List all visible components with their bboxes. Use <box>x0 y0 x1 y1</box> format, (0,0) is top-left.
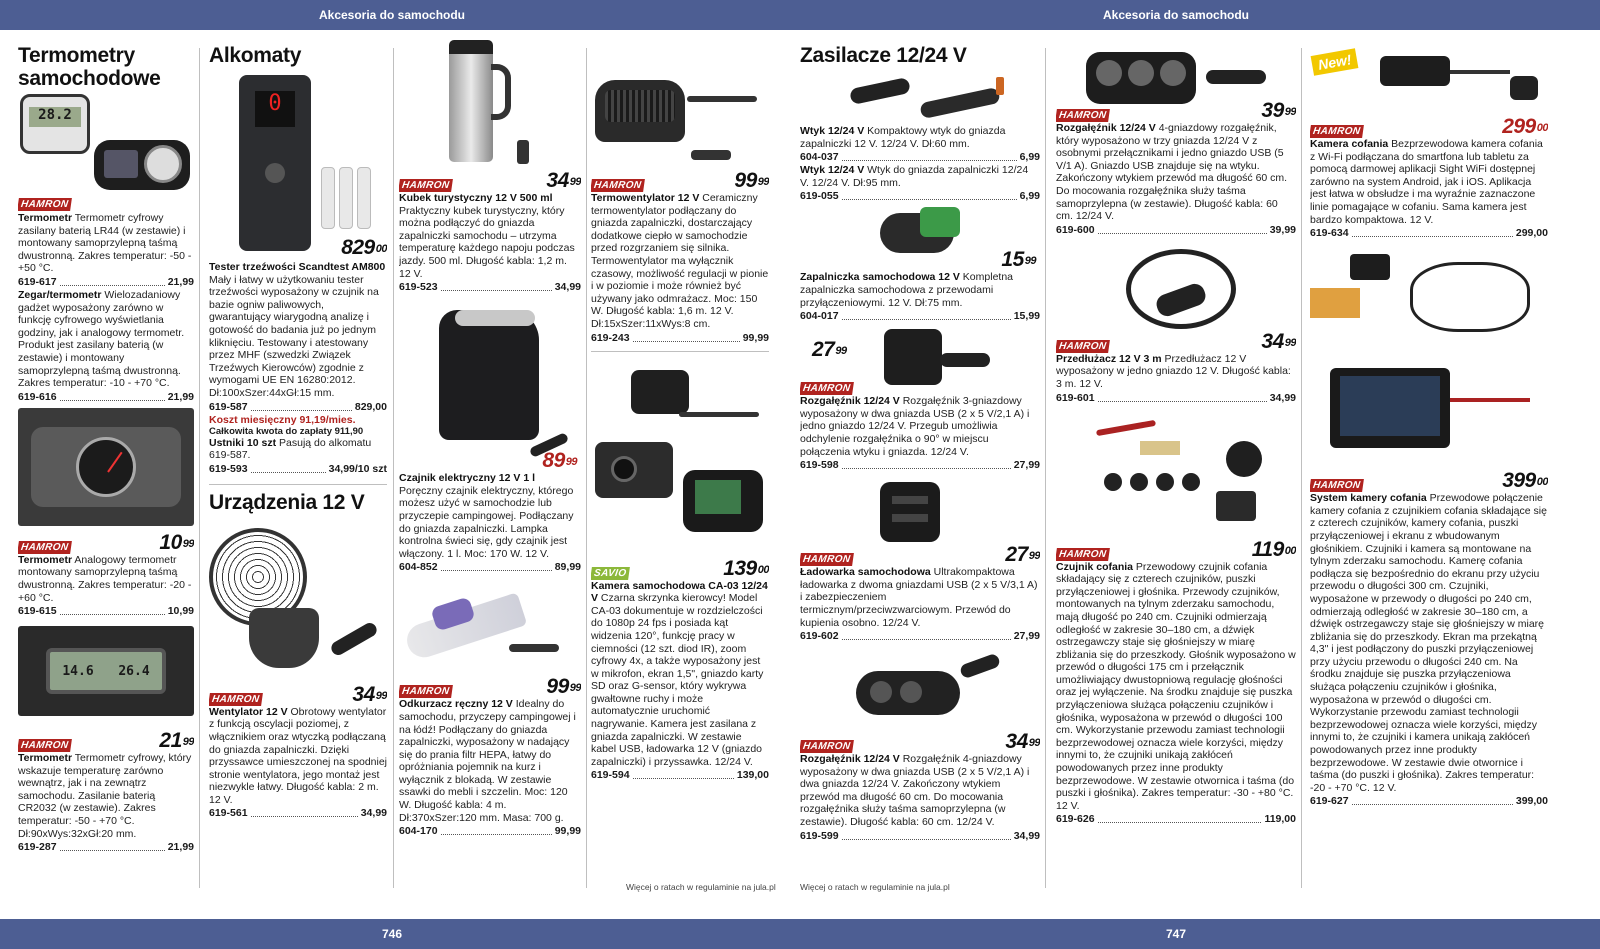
price-row <box>591 170 769 192</box>
product-price-short: 21,99 <box>167 390 194 403</box>
product-name: Wtyk 12/24 V <box>800 125 865 137</box>
product-price-short: 21,99 <box>167 841 194 854</box>
product-text: Poręczny czajnik elektryczny, którego możesz użyć w samochodzie lub przyczepie campingowej. Podłączany do gniazda zapalniczki. Lampka kontrolna świeci się, gdy czajnik jest włączony. 1 l. Moc: 170 W. 12 V. <box>399 484 574 560</box>
product-price-short: 15,99 <box>1013 310 1040 323</box>
handheld-vacuum-image <box>399 580 581 676</box>
product-code-row <box>18 276 194 289</box>
price-tag-619-634: $299^{00}$ <box>1502 115 1548 138</box>
brand-logo-hamron: HAMRON <box>800 553 854 566</box>
product-text: Rozgałęźnik 4-gniazdowy wyposażony w dwa gniazda USB (2 x 5 V/2,1 A) i dwa gniazda 12/24 V. Zakończony wtykiem przewód ma długość 60 cm. Do mocowania rozgałęźnika służy taśma samoprzylepna (w zestawie). Długość kabla: 60 cm. 12/24 V. <box>800 753 1030 829</box>
product-name: Kamera samochodowa CA-03 12/24 V <box>591 579 768 605</box>
product-619-587 <box>209 261 387 437</box>
price-tag-619-601: $34^{99}$ <box>1261 329 1296 353</box>
price-tag-604-852: $89^{99}$ <box>542 449 577 473</box>
product-619-561 <box>209 706 387 821</box>
product-text: 4-gniazdowy rozgałęźnik, który wyposażono w trzy gniazda 12/24 V z osobnymi przełącznikami i jedno gniazdo USB (5 V/1 A). Gniazdo USB znajduje się na wtyku. Zakończony wtykiem przewód ma długość 60 cm. Do mocowania rozgałęźnika służy taśma samoprzylepna (w zestawie). Długość kabla: 60 cm. 12/24 V. <box>1056 122 1288 223</box>
product-name: Czujnik cofania <box>1056 560 1134 573</box>
price-row <box>399 676 581 698</box>
column-divider <box>1301 48 1302 888</box>
price-tag-619-243: $99^{99}$ <box>734 169 769 192</box>
digital-thermometer-image <box>20 94 90 154</box>
product-code: 619-634 <box>1310 227 1349 240</box>
product-name: Wtyk 12/24 V <box>800 164 865 177</box>
brand-logo-hamron: HAMRON <box>399 685 453 698</box>
product-code: 604-017 <box>800 310 839 323</box>
product-619-593 <box>209 437 387 476</box>
product-code: 619-600 <box>1056 223 1095 236</box>
breathalyzer-display: 0 <box>255 91 295 127</box>
heater-fan-image <box>591 40 769 170</box>
product-code: 619-598 <box>800 459 839 472</box>
product-price-short: 6,99 <box>1019 190 1040 203</box>
price-tag-619-615: $10^{99}$ <box>159 530 194 554</box>
product-price-short: 34,99 <box>554 281 581 294</box>
product-619-602 <box>800 566 1040 643</box>
product-price-short: 34,99 <box>360 807 387 820</box>
product-description <box>18 212 194 275</box>
page-number-right: 747 <box>1165 927 1187 941</box>
price-row <box>1056 100 1296 122</box>
brand-logo-hamron: HAMRON <box>800 740 854 753</box>
product-text: Termometr cyfrowy zasilany baterią LR44 (w zestawie) i montowany samoprzylepną taśmą dwustronną. Zakres temperatur: -50 - +50 °C. <box>18 212 192 275</box>
column-termometry <box>18 44 194 854</box>
product-text: Praktyczny kubek turystyczny, który można podłączyć do gniazda zapalniczki samochodu – utrzyma temperaturę każdego napoju podczas jazdy. 500 ml. Długość kabla: 1,2 m. 12 V. <box>399 204 575 280</box>
product-text: Wtyk do gniazda zapalniczki 12/24 V. 12/24 V. Dł:95 mm. <box>800 164 1029 189</box>
parking-sensors-image <box>1056 411 1296 561</box>
monthly-installment: Koszt miesięczny 91,19/mies. <box>209 413 356 426</box>
product-name: Zegar/termometr <box>18 288 102 301</box>
section-title-termometry: Termometry samochodowe <box>18 44 161 90</box>
product-code: 619-617 <box>18 275 57 288</box>
car-lighter-image <box>800 207 1040 271</box>
product-code: 619-587 <box>209 400 248 413</box>
product-619-626 <box>1056 561 1296 827</box>
price-tag-619-587: $829^{00}$ <box>341 236 387 259</box>
product-price-short: 99,99 <box>554 825 581 838</box>
price-tag-619-599: $34^{99}$ <box>1005 730 1040 754</box>
lcd-readout-in: 14.6 <box>62 663 94 679</box>
product-name: Kubek turystyczny 12 V 500 ml <box>399 192 553 204</box>
price-tag-619-600: $39^{99}$ <box>1261 99 1296 122</box>
product-code: 619-243 <box>591 331 630 344</box>
brand-logo-hamron: HAMRON <box>18 739 72 752</box>
price-row <box>800 731 1040 753</box>
splitter-4-image <box>800 649 1040 753</box>
new-badge: New! <box>1311 48 1359 76</box>
mouthpieces-image <box>321 167 371 229</box>
product-619-617 <box>18 194 194 289</box>
product-text: Kompletna zapalniczka samochodowa z przewodami przyłączeniowymi. 12 V. Dł:75 mm. <box>800 271 1014 309</box>
brand-logo-hamron: HAMRON <box>1310 479 1364 492</box>
product-text: Analogowy termometr montowany samoprzylepną taśmą dwustronną. Zakres temperatur: -20 - +60 °C. <box>18 553 192 604</box>
product-image-thermometers <box>18 94 194 186</box>
product-price-short: 89,99 <box>554 561 581 574</box>
header-band <box>0 0 1600 30</box>
product-619-634 <box>1310 138 1548 240</box>
brand-logo-hamron: HAMRON <box>1056 340 1110 353</box>
wifi-reversing-camera-image <box>1310 46 1548 138</box>
product-price-short: 39,99 <box>1269 223 1296 236</box>
product-code: 619-627 <box>1310 795 1349 808</box>
product-619-600 <box>1056 122 1296 237</box>
brand-logo-hamron: HAMRON <box>399 179 453 192</box>
product-text: Pasują do alkomatu 619-587. <box>209 436 372 462</box>
product-price-short: 119,00 <box>1264 813 1296 826</box>
product-code: 619-626 <box>1056 813 1095 826</box>
column-devices-a <box>399 40 581 838</box>
product-name: Przedłużacz 12 V 3 m <box>1056 352 1162 365</box>
product-price-short: 99,99 <box>742 331 769 344</box>
product-text: Przewodowy czujnik cofania składający się z czterech czujników, puszki przyłączeniowej i głośnika. Przewody czujników, montowanych na tylnym zderzaku samochodu, mają długość po 240 cm. Czujniki odmierzają odległość w zakresie 30–180 cm, a dźwięk ostrzegawczy staje się głośniejszy w miarę zbliżania się do przeszkody. Głośnik wyposażono w przewód o długości 175 cm i przełącznik umożliwiający dwustopniową regulację głośności oraz jej wyłączenie. Na środku znajduje się puszka przyłączeniowa służąca połączeniu czujników i głośnika, wyposażona w przewód o długości 100 cm. Wykorzystanie przewodu zamiast technologii bezprzewodowej oznacza wiele korzyści, między innymi to, że czujniki unikają zakłóceń powodowanych przez inne produkty bezprzewodowe. W zestawie otwornica i taśma (do puszki i głośnika). Zakres temperatur: -30 - +80 °C. 12 V. <box>1056 560 1296 812</box>
product-price-short: 829,00 <box>354 400 387 413</box>
splitter-3-image <box>800 329 1040 395</box>
splitter-3x12v-image <box>1056 40 1296 122</box>
price-row <box>1310 470 1548 492</box>
column-power-b <box>1056 40 1296 826</box>
brand-logo-hamron: HAMRON <box>1056 548 1110 561</box>
product-name: Zapalniczka samochodowa 12 V <box>800 271 960 284</box>
product-price-short: 34,99 <box>1269 391 1296 404</box>
product-code: 619-593 <box>209 462 248 475</box>
product-price-short: 27,99 <box>1013 630 1040 643</box>
product-619-055 <box>800 164 1040 203</box>
brand-logo-savio: SAVIO <box>591 567 630 580</box>
product-name: Termowentylator 12 V <box>591 192 700 204</box>
product-text: Rozgałęźnik 3-gniazdowy wyposażony w dwa gniazda USB (2 x 5 V/2,1 A) i jedno gniazdo 12/24 V. Przegub umożliwia odchylenie rozgałęźnika o 90° w miejscu połączenia wtyku i gniazda. 12/24 V. <box>800 395 1030 458</box>
product-604-037 <box>800 125 1040 164</box>
product-619-616 <box>18 289 194 404</box>
price-tag-604-170: $99^{99}$ <box>546 675 581 699</box>
product-code: 619-561 <box>209 807 248 820</box>
total-installment: Całkowita kwota do zapłaty 911,90 <box>209 425 364 437</box>
product-name: Czajnik elektryczny 12 V 1 l <box>399 472 535 485</box>
product-price-short: 34,99 <box>1013 829 1040 842</box>
product-name: Termometr <box>18 752 73 765</box>
price-tag-619-626: $119^{00}$ <box>1251 537 1296 561</box>
product-name: Kamera cofania <box>1310 138 1389 150</box>
product-price-short: 21,99 <box>167 275 194 288</box>
price-tag-619-594: $139^{00}$ <box>723 556 769 580</box>
lcd-readout-out: 26.4 <box>118 663 150 679</box>
column-alkomaty <box>209 44 387 820</box>
page-number-left: 746 <box>381 927 403 941</box>
breathalyzer-image <box>209 75 387 259</box>
product-text: Ceramiczny termowentylator podłączany do gniazda zapalniczki, dostarczający dodatkowe ciepło w samochodzie przed rozgrzaniem się silnika. Termowentylator ma wyłącznik czasowy, możliwość regulacji w pionie i w poziomie i może również być używany jako odmrażacz. Moc: 150 W. Długość kabla: 1,6 m. 12 V. Dł:15xSzer:11xWys:8 cm. <box>591 192 769 330</box>
product-text: Bezprzewodowa kamera cofania z Wi-Fi podłączana do smartfona lub tabletu za pomocą darmowej aplikacji Sight WiFi dostępnej zarówno na system Android, jak i iOS. Aplikacja jest łatwa w obsłudze i ma wyraźnie zaznaczone linie pomagające w cofaniu. Sama kamera jest bardzo kompaktowa. 12 V. <box>1310 138 1543 226</box>
product-text: Idealny do samochodu, przyczepy campingowej i na łódź! Podłączany do gniazda zapalniczki, wyposażony w nadający się do prania filtr HEPA, łatwy do opróżniania pojemnik na kurz i wyłącznik z blokadą. W zestawie ssawki do mebli i szczelin. Moc: 120 W. Długość kabla: 4 m. Dł:370xSzer:120 mm. Masa: 700 g. <box>399 698 576 824</box>
brand-logo-hamron: HAMRON <box>591 179 645 192</box>
fan-image <box>209 522 387 684</box>
price-row <box>399 170 581 192</box>
brand-logo-hamron: HAMRON <box>18 541 72 554</box>
usb-charger-image <box>800 478 1040 566</box>
product-name: Odkurzacz ręczny 12 V <box>399 698 513 711</box>
product-604-170 <box>399 698 581 838</box>
product-name: Wentylator 12 V <box>209 705 288 718</box>
plug-connectors-image <box>800 67 1040 125</box>
product-code: 619-287 <box>18 841 57 854</box>
brand-logo-hamron: HAMRON <box>1310 125 1364 138</box>
brand-logo-hamron: HAMRON <box>1056 109 1110 122</box>
product-name: Tester trzeźwości Scandtest AM800 <box>209 261 386 273</box>
product-619-599 <box>800 753 1040 843</box>
price-row <box>18 730 194 752</box>
product-text: Termometr cyfrowy, który wskazuje temperaturę zarówno wewnątrz, jak i na zewnątrz samochodu. Zasilanie baterią CR2032 (w zestawie). Zakres temperatur: -50 - +70 °C. Dł:90xWys:32xGł:20 mm. <box>18 752 192 840</box>
product-name: Ładowarka samochodowa <box>800 566 931 579</box>
dashcam-image <box>591 352 769 580</box>
product-price-short: 34,99/10 szt <box>328 462 387 475</box>
product-code: 619-616 <box>18 390 57 403</box>
product-name: Rozgałęźnik 12/24 V <box>800 395 900 408</box>
installment-note-right: Więcej o ratach w regulaminie na jula.pl <box>800 882 950 892</box>
product-text: Czarna skrzynka kierowcy! Model CA-03 dokumentuje w rozdzielczości do 1080p 24 fps i posiada kąt widzenia 120°, funkcję pracy w ciemności (12 szt. diod IR), zoom cyfrowy 4x, a także wyposażony jest w mikrofon, ekran 1,5", gniazdo karty SD oraz G-sensor, który wykrywa gwałtowne ruchy i może automatycznie uruchomić nagrywanie. Kamera jest zasilana z gniazda zapalniczki. W zestawie kabel USB, ładowarka 12 V (gniazdo zapalniczki) i przyssawka. 12/24 V. <box>591 592 764 768</box>
product-604-017 <box>800 271 1040 323</box>
product-price-short: 299,00 <box>1515 227 1548 240</box>
product-619-601 <box>1056 353 1296 405</box>
brand-logo-hamron: HAMRON <box>18 198 72 211</box>
reversing-camera-system-image <box>1310 248 1548 492</box>
product-text: Wielozadaniowy gadżet wyposażony zarówno w funkcję cyfrowego wyświetlania godziny, jak i analogowy termometr. Produkt jest zasilany baterią (w zestawie) i montowany samoprzylepną taśmą dwustronną. Zakres temperatur: -10 - +70 °C. <box>18 288 185 390</box>
in-out-thermometer-image <box>18 626 194 716</box>
product-name: Termometr <box>18 553 73 566</box>
product-code: 619-615 <box>18 605 57 618</box>
product-code: 619-594 <box>591 769 630 782</box>
brand-logo-hamron: HAMRON <box>209 693 263 706</box>
analog-thermometer-dashboard-image <box>18 408 194 526</box>
product-price-short: 399,00 <box>1515 795 1548 808</box>
product-text: Mały i łatwy w użytkowaniu tester trzeźwości wyposażony w czujnik na bazie ogniw paliwowych, gwarantujący wiarygodną analizę i gotowość do badania już po jednym kliknięciu. Testowany i atestowany przez MHF (szwedzki Związek Trzeźwych Kierowców) zgodnie z wymogami UE EN 16280:2012. Dł:100xSzer:44xGł:15 mm. <box>209 273 379 399</box>
price-row <box>209 684 387 706</box>
product-name: System kamery cofania <box>1310 492 1427 505</box>
product-text: Kompaktowy wtyk do gniazda zapalniczki 12 V. 12/24 V. Dł:60 mm. <box>800 125 1006 150</box>
product-code: 619-602 <box>800 630 839 643</box>
product-price-short: 10,99 <box>167 605 194 618</box>
product-text: Przewodowe połączenie kamery cofania z czujnikiem cofania składające się z czterech czujników, kamery cofania, puszki przyłączeniowej i ekranu z wbudowanym głośnikiem. Czujniki i kamera są montowane na tylnym zderzaku samochodu. Kamerę cofania podłącza się bezpośrednio do ekranu przy użyciu przewodu o długości 300 cm. Czujniki, wyposażone w przewody o długości po 240 cm, odmierzają odległość w zakresie 30–180 cm, a dźwięk ostrzegawczy staje się głośniejszy w miarę zbliżania się do przeszkody. Ekran ma przekątną 4,3" i jest podłączony do puszki przyłączeniowej przy użyciu przewodu o długości 240 cm. Na środku znajduje się puszka przyłączeniowa służąca połączeniu czujników i głośnika, wyposażona w przewód o długości cm. Wykorzystanie przewodu zamiast technologii bezprzewodowej oznacza wiele korzyści, między innymi to, że czujniki i kamera unikają zakłóceń powodowanych przez inne produkty bezprzewodowe. W zestawie dwie otwornice i taśma (do puszki i głośnika). Zakres temperatur: -20 - +70 °C. 12 V. <box>1310 492 1547 794</box>
product-619-598 <box>800 395 1040 472</box>
price-row <box>18 532 194 554</box>
price-tag-619-602: $27^{99}$ <box>1005 543 1040 567</box>
header-right-title: Akcesoria do samochodu <box>1102 8 1250 22</box>
price-row <box>591 558 769 580</box>
price-row <box>1056 539 1296 561</box>
product-604-852 <box>399 472 581 574</box>
price-tag-619-287: $21^{99}$ <box>159 729 194 753</box>
column-divider <box>586 48 587 888</box>
price-row <box>1056 331 1296 353</box>
extension-cable-image <box>1056 243 1296 353</box>
product-code: 604-037 <box>800 151 839 164</box>
price-tag-604-017: $15^{99}$ <box>1001 248 1036 272</box>
brand-logo-hamron: HAMRON <box>800 382 854 395</box>
product-name: Ustniki 10 szt <box>209 436 277 449</box>
product-code: 619-599 <box>800 829 839 842</box>
thermometer-lcd-readout: 28.2 <box>29 107 81 127</box>
column-divider <box>1045 48 1046 888</box>
price-tag-619-627: $399^{00}$ <box>1502 469 1548 493</box>
product-code: 619-523 <box>399 281 438 294</box>
product-text: Ultrakompaktowa ładowarka z dwoma gniazdami USB (2 x 5 V/3,1 A) i zabezpieczeniem termicznym/przeciwzwarciowym. Przewód do kupienia osobno. 12/24 V. <box>800 566 1038 629</box>
product-619-243 <box>591 192 769 345</box>
product-619-523 <box>399 192 581 294</box>
column-divider <box>199 48 200 888</box>
product-619-615 <box>18 554 194 618</box>
product-619-594 <box>591 580 769 783</box>
product-code: 619-601 <box>1056 391 1095 404</box>
column-divider <box>393 48 394 888</box>
product-code: 619-055 <box>800 190 839 203</box>
price-tag-619-561: $34^{99}$ <box>352 682 387 706</box>
column-cameras <box>1310 46 1548 808</box>
product-name: Rozgałęźnik 12/24 V <box>1056 122 1156 134</box>
product-name: Rozgałęźnik 12/24 V <box>800 753 900 766</box>
section-divider <box>209 484 387 485</box>
product-619-287 <box>18 752 194 854</box>
section-title-alkomaty: Alkomaty <box>209 44 302 67</box>
clock-thermometer-image <box>94 140 190 190</box>
footer-band <box>0 919 1600 949</box>
column-devices-b <box>591 40 769 782</box>
column-zasilacze <box>800 44 1040 843</box>
section-title-urzadzenia: Urządzenia 12 V <box>209 490 365 514</box>
product-price-short: 27,99 <box>1013 459 1040 472</box>
product-619-627 <box>1310 492 1548 808</box>
travel-mug-image <box>399 40 581 170</box>
installment-note-left: Więcej o ratach w regulaminie na jula.pl <box>626 882 776 892</box>
product-text: Obrotowy wentylator z funkcją oscylacji poziomej, z włącznikiem oraz wtyczką podłączaną do gniazda zapalniczki. Dzięki przyssawce umieszczonej na spodniej stronie wentylatora, jego montaż jest niezwykle łatwy. Długość kabla: 2 m. 12 V. <box>209 705 387 806</box>
product-code: 604-852 <box>399 561 438 574</box>
price-row <box>800 544 1040 566</box>
price-tag-619-598: $27^{99}$ <box>812 338 847 362</box>
product-text: Przedłużacz 12 V wyposażony w jedno gniazdo 12 V. Długość kabla: 3 m. 12 V. <box>1056 352 1291 390</box>
kettle-image <box>399 300 581 472</box>
product-code: 604-170 <box>399 825 438 838</box>
header-left-title: Akcesoria do samochodu <box>318 8 466 22</box>
product-price-short: 139,00 <box>736 769 769 782</box>
product-name: Termometr <box>18 212 73 224</box>
price-tag-619-523: $34^{99}$ <box>546 169 581 192</box>
product-price-short: 6,99 <box>1019 151 1040 164</box>
section-title-zasilacze: Zasilacze 12/24 V <box>800 44 967 67</box>
